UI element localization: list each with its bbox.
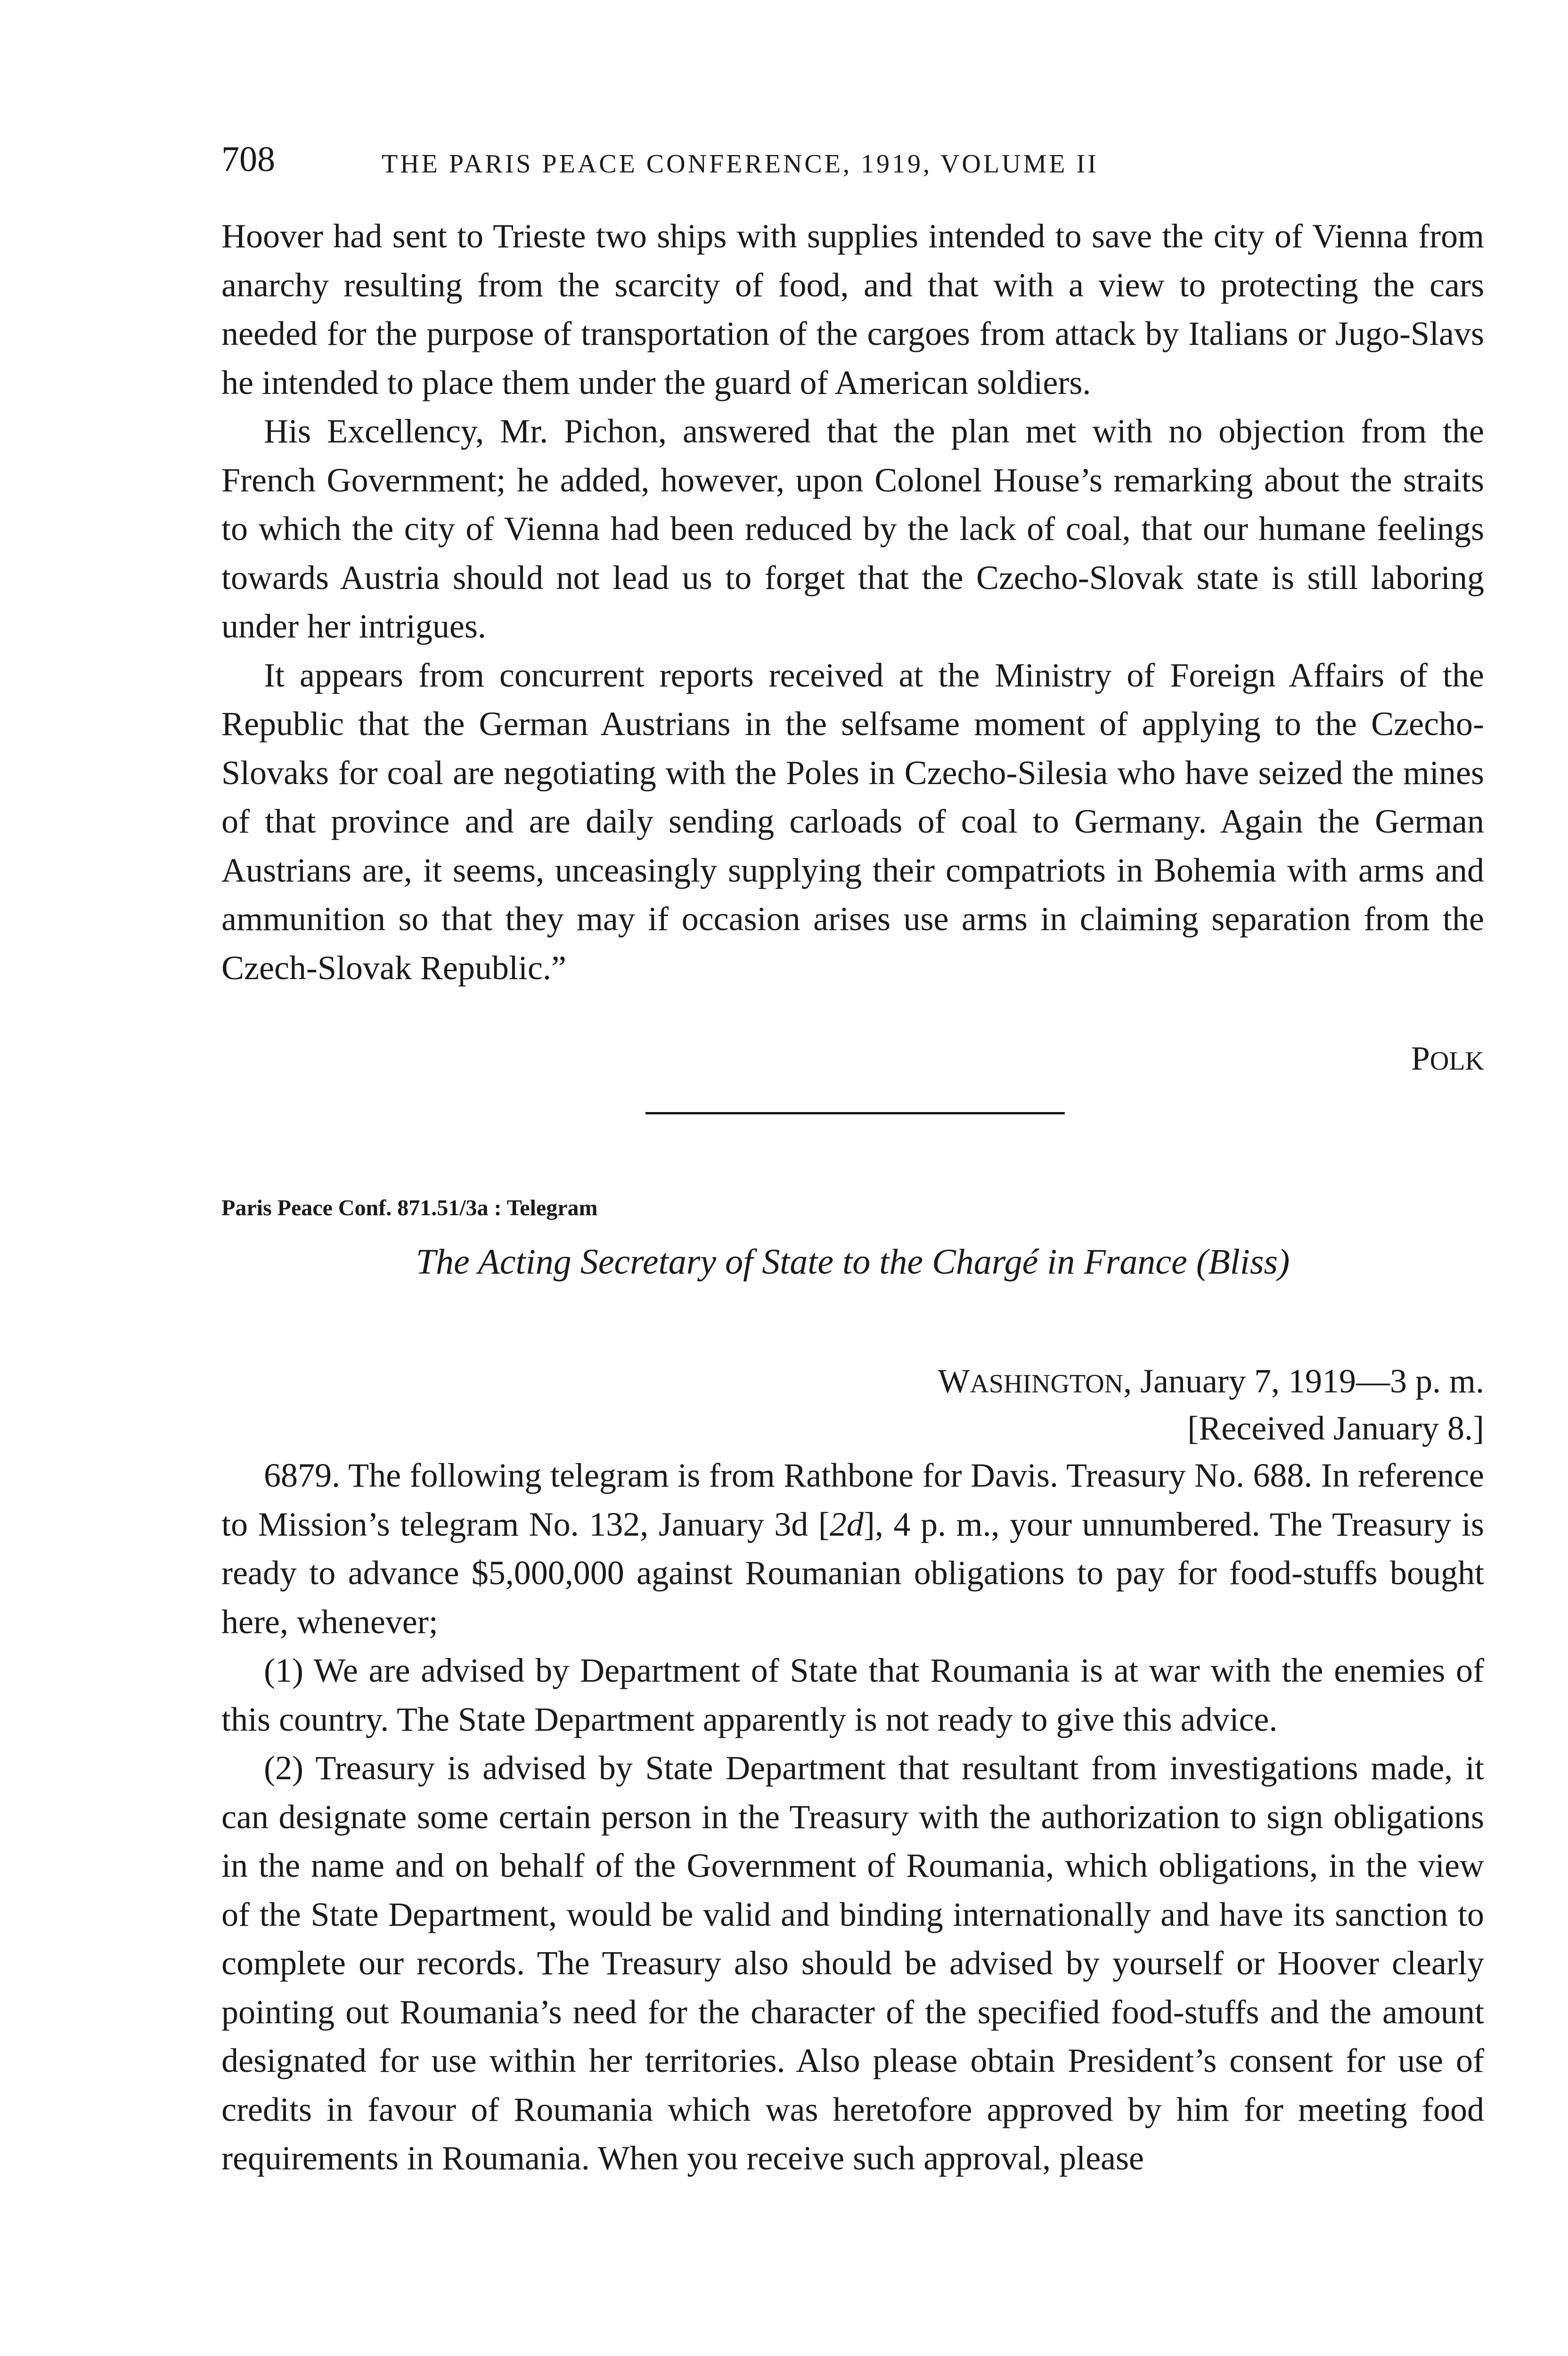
dateline-initial: W [938, 1362, 970, 1400]
telegram-text-part: ], 4 p. m., your unnumbered. The Treasury is ready to advance $5,000,000 against Roumanian obligations to pay for food-stuffs bought here, whenever; [221, 1505, 1484, 1641]
dateline-place: ASHINGTON [970, 1369, 1124, 1399]
telegram-paragraph: (1) We are advised by Department of State that Roumania is at war with the enemies of this country. The State Department apparently is not ready to give this advice. [221, 1652, 1484, 1738]
received-note: [Received January 8.] [1187, 1409, 1484, 1447]
running-header [221, 141, 1484, 193]
continuation-text [221, 212, 1484, 992]
section-divider [645, 1112, 1065, 1114]
editorial-correction: 2d [829, 1505, 864, 1543]
running-title: THE PARIS PEACE CONFERENCE, 1919, VOLUME II [382, 149, 1099, 179]
dateline [938, 1364, 1484, 1398]
telegram-text [221, 1451, 1484, 2183]
document-title: The Acting Secretary of State to the Chargé in France (Bliss) [416, 1242, 1290, 1282]
signature-initial: P [1411, 1039, 1430, 1077]
dateline-date: , January 7, 1919—3 p. m. [1123, 1362, 1484, 1400]
signature-rest: OLK [1429, 1047, 1484, 1076]
signature [1411, 1041, 1484, 1075]
continuation-paragraph: His Excellency, Mr. Pichon, answered that the plan met with no objection from the French Government; he added, however, upon Colonel House’s remarking about the straits to which the city of Vienna had been reduced by the lack of coal, that our humane feelings towards Austria should not lead us to forget that the Czecho-Slovak state is still laboring under her intrigues. [221, 412, 1484, 645]
file-reference: Paris Peace Conf. 871.51/3a : Telegram [221, 1195, 598, 1220]
telegram-paragraph: (2) Treasury is advised by State Department that resultant from investigations made, it can designate some certain person in the Treasury with the authorization to sign obligations in the name and on behalf of the Government of Roumania, which obligations, in the view of the State Department, would be valid and binding internationally and have its sanction to complete our records. The Treasury also should be advised by yourself or Hoover clearly pointing out Roumania’s need for the character of the specified food-stuffs and the amount designated for use within her territories. Also please obtain President’s consent for use of credits in favour of Roumania which was heretofore approved by him for meeting food requirements in Roumania. When you receive such approval, please [221, 1749, 1484, 2177]
telegram-text-part: 6879. The following telegram is from Rathbone for Davis. Treasury No. 688. In reference to Mission’s telegram No. 132, January 3d [ [221, 1456, 1484, 1543]
continuation-paragraph: It appears from concurrent reports received at the Ministry of Foreign Affairs of the Republic that the German Austrians in the selfsame moment of applying to the Czecho-Slovaks for coal are negotiating with the Poles in Czecho-Silesia who have seized the mines of that province and are daily sending carloads of coal to Germany. Again the German Austrians are, it seems, unceasingly supplying their compatriots in Bohemia with arms and ammunition so that they may if occasion arises use arms in claiming separation from the Czech-Slovak Republic.” [221, 656, 1484, 987]
page-number: 708 [221, 139, 275, 179]
continuation-paragraph: Hoover had sent to Trieste two ships with supplies intended to save the city of Vienna from anarchy resulting from the scarcity of food, and that with a view to protecting the cars needed for the purpose of transportation of the cargoes from attack by Italians or Jugo-Slavs he intended to place them under the guard of American soldiers. [221, 217, 1484, 401]
telegram-paragraph [221, 1451, 1484, 1646]
